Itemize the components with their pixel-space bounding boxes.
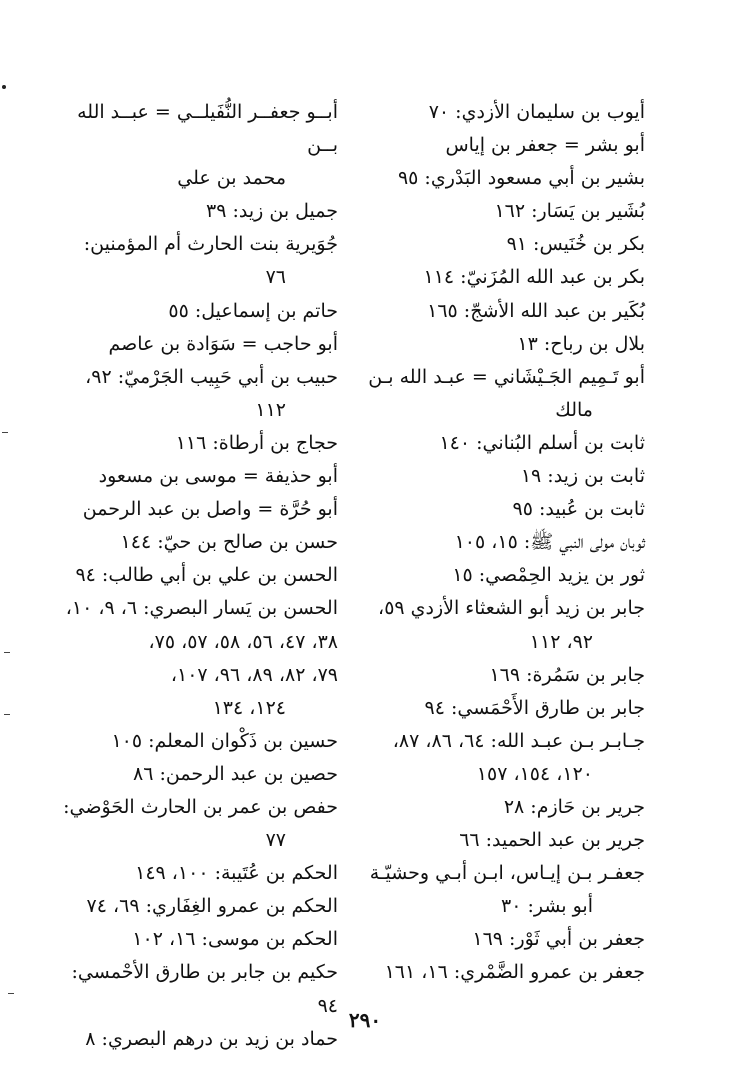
entry-text: بُكَير بن عبد الله الأشجّ: ١٦٥ [427,299,645,322]
index-entry [48,791,338,857]
index-entry [48,526,338,559]
entry-text: ٧٩، ٨٢، ٨٩، ٩٦، ١٠٧، [170,663,338,686]
index-entry [355,361,645,427]
entry-text: جابر بن سَمُرة: ١٦٩ [489,663,645,686]
entry-text: الحسن بن علي بن أبي طالب: ٩٤ [75,564,338,587]
index-entry [48,328,338,361]
entry-text: حسن بن صالح بن حيّ: ١٤٤ [120,531,338,554]
entry-continuation: ٧٧ [265,829,286,852]
entry-text: جرير بن حَازم: ٢٨ [503,795,645,818]
entry-text: جعفر بن عمرو الضَّمْري: ١٦، ١٦١ [384,961,645,984]
index-entry [355,559,645,592]
entry-text: بكر بن عبد الله المُزَنيّ: ١١٤ [423,266,645,289]
index-entry [355,956,645,989]
index-entry [355,692,645,725]
index-entry [355,493,645,526]
index-column-left [48,96,338,1056]
index-entry [355,96,645,129]
index-entry [48,96,338,195]
entry-text: ثوبان مولى النبي ﷺ: ١٥، ١٠٥ [454,531,645,554]
entry-text: الحكم بن موسى: ١٦، ١٠٢ [132,928,338,951]
entry-text: ١٢٤، ١٣٤ [212,696,286,719]
page-number: ٢٩٠ [348,1008,382,1032]
entry-text: ٣٨، ٤٧، ٥٦، ٥٨، ٥٧، ٧٥، [148,630,338,653]
entry-text: حكيم بن جابر بن طارق الأحْمسي: ٩٤ [71,961,338,1017]
index-entry [355,791,645,824]
entry-continuation: ٩٢، ١١٢ [529,630,593,653]
entry-text: أبو حذيفة = موسى بن مسعود [98,465,338,488]
index-entry [48,460,338,493]
entry-text: حاتم بن إسماعيل: ٥٥ [168,299,338,322]
index-entry [48,758,338,791]
index-entry [355,592,645,658]
index-entry [48,725,338,758]
index-entry [355,295,645,328]
entry-text: أبو حاجب = سَوَادة بن عاصم [108,332,338,355]
index-entry [48,923,338,956]
index-entry [355,427,645,460]
index-entry [48,228,338,294]
entry-text: ثابت بن زيد: ١٩ [520,465,645,488]
index-entry [355,195,645,228]
index-entry [355,129,645,162]
entry-text: الحسن بن يَسار البصري: ٦، ٩، ١٠، [65,597,338,620]
index-entry [48,361,338,427]
entry-text: جميل بن زيد: ٣٩ [206,200,338,223]
margin-tick [2,432,8,433]
index-entry [48,857,338,890]
index-entry [48,493,338,526]
index-entry [48,592,338,625]
index-entry [48,692,338,725]
entry-text: أبو بشر = جعفر بن إياس [445,134,645,157]
margin-mark [2,85,6,89]
entry-text: جعفـر بـن إيـاس، ابـن أبـي وحشيّـة [369,862,645,885]
entry-continuation: مالك [555,398,593,421]
margin-tick [8,993,14,994]
entry-text: أبو تَـمِيم الجَـيْشَاني = عبـد الله بـن [368,365,645,388]
entry-text: بُشَير بن يَسَار: ١٦٢ [494,200,645,223]
entry-text: أبو حُرَّة = واصل بن عبد الرحمن [82,498,338,521]
entry-text: جابر بن زيد أبو الشعثاء الأزدي ٥٩، [378,597,645,620]
entry-text: بكر بن خُنَيس: ٩١ [506,233,645,256]
entry-text: الحكم بن عمرو الغِفَاري: ٦٩، ٧٤ [86,895,338,918]
index-entry [355,328,645,361]
index-entry [48,659,338,692]
index-entry [355,162,645,195]
entry-text: بشير بن أبي مسعود البَدْري: ٩٥ [397,167,645,190]
index-entry [355,526,645,559]
index-entry [355,261,645,294]
entry-continuation: ١١٢ [255,398,286,421]
entry-text: حفص بن عمر بن الحارث الحَوْضي: [63,795,338,818]
entry-text: بلال بن رباح: ١٣ [517,332,645,355]
entry-text: جرير بن عبد الحميد: ٦٦ [459,829,645,852]
entry-continuation: ١٢٠، ١٥٤، ١٥٧ [476,762,593,785]
index-entry [48,890,338,923]
index-column-right [355,96,645,990]
entry-text: حبيب بن أبي حَبِيب الجَرْميّ: ٩٢، [85,365,338,388]
entry-continuation: ٧٦ [265,266,286,289]
entry-continuation: محمد بن علي [177,167,286,190]
entry-continuation: أبو بشر: ٣٠ [500,895,593,918]
index-entry [355,659,645,692]
index-entry [355,824,645,857]
index-entry [48,559,338,592]
index-entry [48,427,338,460]
index-entry [48,626,338,659]
entry-text: جـابـر بـن عبـد الله: ٦٤، ٨٦، ٨٧، [392,729,645,752]
entry-text: حسين بن ذَكْوان المعلم: ١٠٥ [111,729,338,752]
entry-text: جُوَيرية بنت الحارث أم المؤمنين: [83,233,338,256]
entry-text: جابر بن طارق الأَحْمَسي: ٩٤ [424,696,645,719]
margin-tick [4,714,10,715]
index-entry [355,228,645,261]
index-entry [355,923,645,956]
entry-text: جعفر بن أبي ثَوْر: ١٦٩ [472,928,645,951]
entry-text: حجاج بن أرطاة: ١١٦ [175,431,338,454]
entry-text: الحكم بن عُتَيبة: ١٠٠، ١٤٩ [135,862,338,885]
entry-text: حماد بن زيد بن درهم البصري: ٨ [85,1027,338,1050]
index-entry [48,295,338,328]
entry-text: ثابت بن أسلم البُناني: ١٤٠ [439,431,645,454]
index-entry [355,725,645,791]
index-entry [355,460,645,493]
index-entry [355,857,645,923]
entry-text: أيوب بن سليمان الأزدي: ٧٠ [428,101,645,123]
entry-text: ثور بن يزيد الحِمْصي: ١٥ [452,564,645,587]
entry-text: ثابت بن عُبيد: ٩٥ [512,498,645,521]
entry-text: حصين بن عبد الرحمن: ٨٦ [133,762,338,785]
entry-text: أبــو جعفــر النُّفَيلــي = عبــد الله بــن [77,101,338,157]
index-entry [48,195,338,228]
margin-tick [4,652,10,653]
